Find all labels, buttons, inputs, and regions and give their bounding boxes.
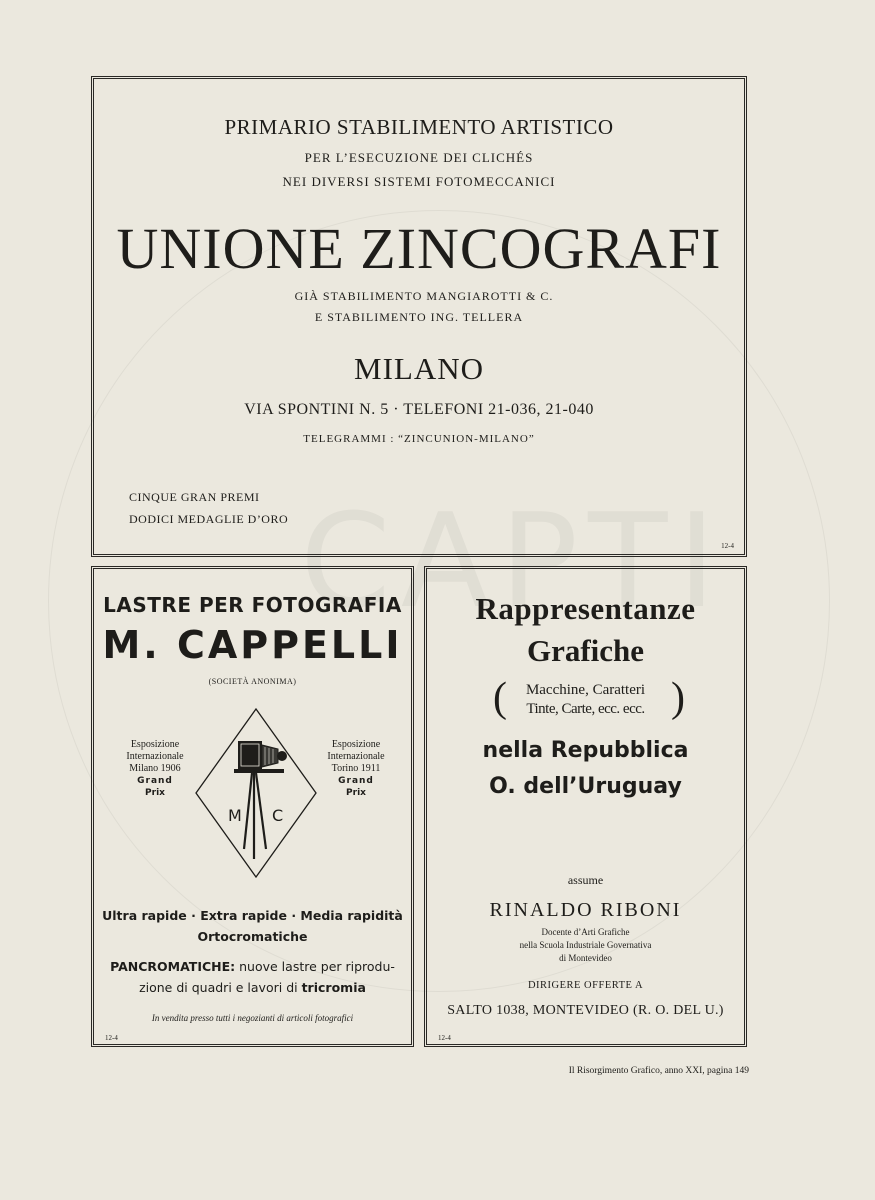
- company-name: UNIONE ZINCOGRAFI: [116, 216, 722, 281]
- address: VIA SPONTINI N. 5 · TELEFONI 21-036, 21-040: [244, 401, 594, 418]
- ad-unione-zincografi: [91, 76, 747, 557]
- machines-line: Macchine, Caratteri: [525, 682, 646, 698]
- expo-milano: Esposizione Internazionale Milano 1906 Grand Prix: [126, 739, 184, 798]
- country-line-2: O. dell’Uruguay: [489, 774, 682, 799]
- ad-cappelli: [91, 566, 414, 1047]
- inks-line: Tinte, Carte, ecc. ecc.: [526, 701, 645, 717]
- pancromatiche-text: PANCROMATICHE: nuove lastre per riprodu- zione di quadri e lavori di tricromia: [110, 959, 395, 995]
- cappelli-title: LASTRE PER FOTOGRAFIA: [103, 593, 402, 617]
- country-line-1: nella Repubblica: [482, 738, 689, 763]
- awards-line-2: DODICI MEDAGLIE D’ORO: [129, 512, 289, 526]
- products-line: Ultra rapide · Extra rapide · Media rapidità: [102, 908, 403, 923]
- cappelli-name: M. CAPPELLI: [102, 623, 403, 667]
- former-name-1: GIÀ STABILIMENTO MANGIAROTTI & C.: [294, 289, 554, 303]
- riboni-title-1: Rappresentanze: [475, 591, 696, 626]
- cappelli-footer: In vendita presso tutti i negozianti di articoli fotografici: [151, 1013, 354, 1023]
- heading-primario: PRIMARIO STABILIMENTO ARTISTICO: [224, 115, 614, 139]
- page-footer: Il Risorgimento Grafico, anno XXI, pagina 149: [568, 1066, 749, 1076]
- role-line-2: nella Scuola Industriale Governativa: [519, 940, 652, 950]
- logo-letter-c: C: [272, 806, 284, 825]
- riboni-address: SALTO 1038, MONTEVIDEO (R. O. DEL U.): [447, 1003, 724, 1018]
- paren-left: (: [493, 675, 507, 721]
- role-line-1: Docente d’Arti Grafiche: [541, 927, 630, 937]
- logo-letter-m: M: [228, 806, 242, 825]
- ad-code: 12-4: [438, 1034, 451, 1042]
- riboni-title-2: Grafiche: [526, 633, 645, 668]
- offers-label: DIRIGERE OFFERTE A: [527, 980, 644, 991]
- telegram: TELEGRAMMI : “ZINCUNION-MILANO”: [303, 433, 535, 445]
- expo-torino: Esposizione Internazionale Torino 1911 Grand Prix: [327, 739, 385, 798]
- role-line-3: di Montevideo: [559, 953, 612, 963]
- ad-code: 12-4: [105, 1034, 118, 1042]
- camera-logo-icon: [192, 703, 320, 883]
- awards-line-1: CINQUE GRAN PREMI: [129, 490, 260, 504]
- assume-label: assume: [567, 873, 604, 887]
- city: MILANO: [354, 351, 484, 386]
- company-type: (SOCIETÀ ANONIMA): [208, 677, 297, 686]
- heading-esecuzione: PER L’ESECUZIONE DEI CLICHÉS: [304, 150, 534, 165]
- paren-right: ): [671, 675, 685, 721]
- products-line-2: Ortocromatiche: [197, 929, 308, 944]
- ad-code: 12-4: [721, 542, 734, 550]
- ad-riboni: [424, 566, 747, 1047]
- heading-sistemi: NEI DIVERSI SISTEMI FOTOMECCANICI: [282, 174, 556, 189]
- former-name-2: E STABILIMENTO ING. TELLERA: [314, 310, 524, 324]
- riboni-name: RINALDO RIBONI: [489, 899, 682, 921]
